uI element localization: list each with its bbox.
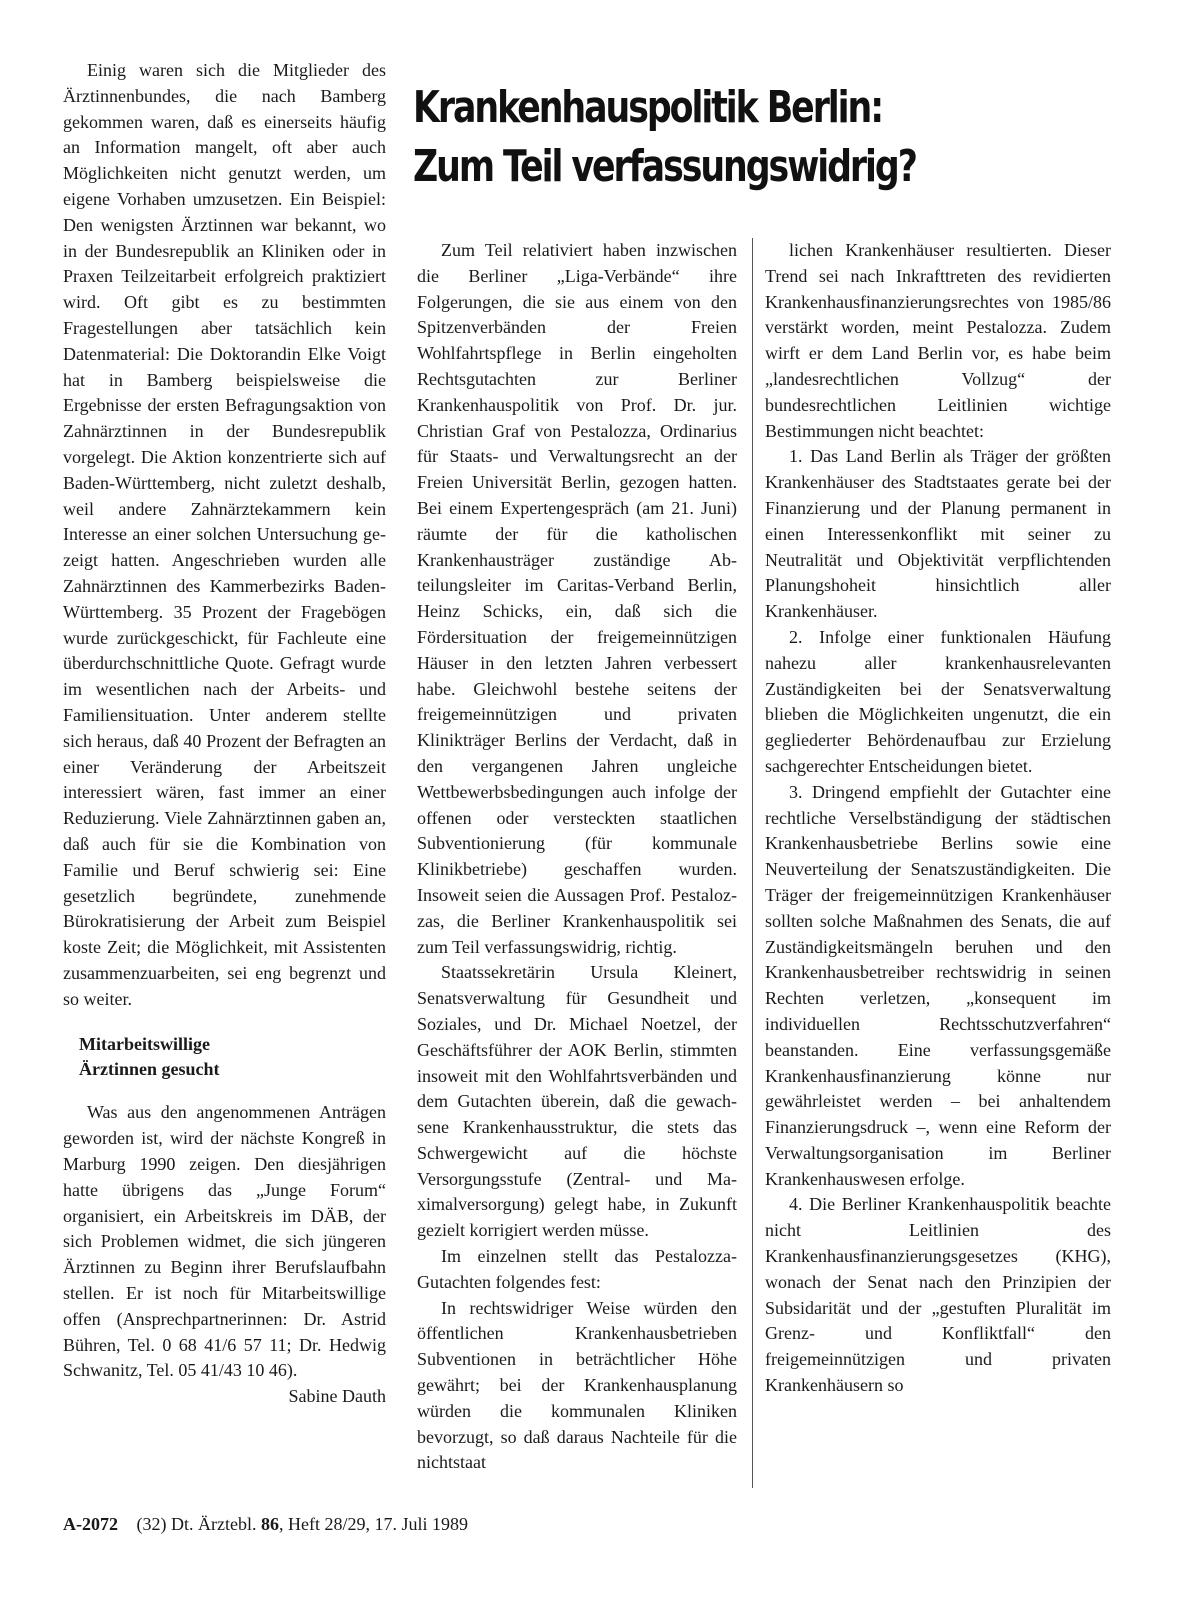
headline-line: Krankenhauspolitik Berlin: xyxy=(413,82,883,133)
column-right xyxy=(765,238,1111,1399)
journal-name: (32) Dt. Ärztebl. xyxy=(136,1514,257,1534)
paragraph: In rechtswidriger Weise würden den öffentlichen Krankenhausbetrieben Subventionen in beträchtlicher Höhe gewährt; bei der Krankenhausplanung würden die kommunalen Kliniken bevorzugt, so daß daraus Nachteile für die nichtstaat xyxy=(417,1297,737,1473)
paragraph: lichen Krankenhäuser resultierten. Dieser Trend sei nach Inkrafttreten des revidierten Krankenhausfinanzierungsrechtes von 1985/86 verstärkt worden, meint Pestalozza. Zudem wirft er dem Land Berlin vor, es habe beim „landesrechtlichen Vollzug“ der bundesrechtlichen Leitlinien wichtige Bestimmungen nicht beachtet: xyxy=(765,240,1111,441)
paragraph: Einig waren sich die Mitglieder des Ärztinnenbundes, die nach Bamberg gekommen waren, daß es einerseits häufig an Information mangelt, oft aber auch Möglichkeiten nicht genutzt werden, um eigene Vorhaben umzusetzen. Ein Beispiel: Den wenigsten Ärztinnen war bekannt, wo in der Bundesrepublik an Kliniken oder in Praxen Teilzeitarbeit erfolgreich praktiziert wird. Oft gibt es zu bestimmten Fragestellungen aber tatsächlich kein Datenmaterial: Die Doktorandin Elke Voigt hat in Bamberg beispielsweise die Ergebnisse der ersten Befragungsaktion von Zahnärztinnen in der Bundesrepublik vorgelegt. Die Aktion konzentrierte sich auf Baden-Württemberg, nicht zuletzt deshalb, weil andere Zahnärztekammern kein Interesse an einer solchen Untersuchung gezeigt hatten. Angeschrieben wurden alle Zahnärztinnen des Kammerbezirks Baden-Württemberg. 35 Prozent der Fragebögen wurde zurückgeschickt, für Fachleute eine überdurchschnittliche Quote. Gefragt wurde im wesentlichen nach der Arbeits- und Familiensituation. Unter anderem stellte sich heraus, daß 40 Prozent der Befragten an einer Veränderung der Arbeitszeit interessiert wären, fast immer an einer Reduzierung. Viele Zahnärztinnen gaben an, daß auch für sie die Kombination von Familie und Beruf schwierig sei: Eine gesetzlich begründete, zunehmende Bürokratisierung der Arbeit zum Beispiel koste Zeit; die Möglichkeit, mit Assistenten zusammenzuarbeiten, sei eng begrenzt und so weiter. xyxy=(63,60,386,1009)
paragraph: Zum Teil relativiert haben inzwischen die Berliner „Liga-Verbände“ ihre Folgerungen, die sie aus einem von den Spitzenverbänden der Freien Wohlfahrtspflege in Berlin eingeholten Rechtsgutachten zur Berliner Krankenhauspolitik von Prof. Dr. jur. Christian Graf von Pestalozza, Ordinarius für Staats- und Verwaltungsrecht an der Freien Universität Berlin, gezogen hatten. Bei einem Expertengespräch (am 21. Juni) räumte der für die katholischen Krankenhausträger zuständige Abteilungsleiter im Caritas-Verband Berlin, Heinz Schicks, ein, daß sich die Fördersituation der freigemeinnützigen Häuser in den letzten Jahren verbessert habe. Gleichwohl bestehe seitens der freigemeinnützigen und privaten Klinikträger Berlins der Verdacht, daß in den vergangenen Jahren ungleiche Wettbewerbsbedingungen auch infolge der offenen oder versteckten staatlichen Subventionierung (für kommunale Klinikbetriebe) geschaffen wurden. Insoweit seien die Aussagen Prof. Pestalozzas, die Berliner Krankenhauspolitik sei zum Teil verfassungswidrig, richtig. xyxy=(417,240,737,957)
paragraph: Im einzelnen stellt das Pestalozza-Gutachten folgendes fest: xyxy=(417,1246,737,1292)
issue-date: , Heft 28/29, 17. Juli 1989 xyxy=(278,1514,468,1534)
author-signature: Sabine Dauth xyxy=(288,1386,386,1407)
article-headline xyxy=(413,78,998,196)
paragraph: 1. Das Land Berlin als Träger der größten Krankenhäuser des Stadtstaates gerate bei der Finanzierung und der Planung permanent in einen Interessenkonflikt mit seiner zu Neutralität und Objektivität verpflichtenden Planungshoheit hinsichtlich aller Krankenhäuser. xyxy=(765,446,1111,622)
column-left xyxy=(63,58,386,1410)
column-middle xyxy=(417,238,737,1476)
paragraph: Was aus den angenommenen Anträgen geworden ist, wird der nächste Kongreß in Marburg 1990 zeigen. Den diesjährigen hatte übrigens das „Junge Forum“ organisiert, ein Arbeitskreis im DÄB, der sich Problemen widmet, die sich jüngeren Ärztinnen zu Beginn ihrer Berufslaufbahn stellen. Er ist noch für Mitarbeitswillige offen (Ansprechpartnerinnen: Dr. Astrid Bühren, Tel. 0 68 41/6 57 11; Dr. Hedwig Schwanitz, Tel. 05 41/43 10 46). xyxy=(63,1102,386,1381)
subheading-line: Mitarbeitswillige xyxy=(79,1034,210,1055)
volume-number: 86 xyxy=(260,1514,279,1534)
column-divider xyxy=(752,238,753,1488)
subheading-line: Ärztinnen gesucht xyxy=(79,1059,220,1080)
paragraph: 2. Infolge einer funktionalen Häufung nahezu aller krankenhausrelevanten Zuständigkeiten bei der Senatsverwaltung blieben die Möglichkeiten ungenutzt, die ein gegliederter Behördenaufbau zur Erzielung sachgerechter Entscheidungen bietet. xyxy=(765,626,1111,776)
page-footer xyxy=(63,1514,468,1535)
subheading xyxy=(79,1032,386,1082)
paragraph: 4. Die Berliner Krankenhauspolitik beachte nicht Leitlinien des Krankenhausfinanzierungsgesetzes (KHG), wonach der Senat nach den Prinzipien der Subsidarität und der „gestuften Pluralität im Grenz- und Konfliktfall“ den freigemeinnützigen und privaten Krankenhäusern so xyxy=(765,1194,1111,1396)
paragraph: 3. Dringend empfiehlt der Gutachter eine rechtliche Verselbständigung der städtischen Krankenhausbetriebe Berlins sowie eine Neuverteilung der Senatszuständigkeiten. Die Träger der freigemeinnützigen Krankenhäuser sollten solche Maßnahmen des Senats, die auf Zuständigkeitsmängeln beruhen und den Krankenhausbetreiber rechtswidrig in seinen Rechten verletzen, „konsequent im individuellen Rechtsschutzverfahren“ beanstanden. Eine verfassungsgemäße Krankenhausfinanzierung könne nur gewährleistet werden – bei anhaltendem Finanzierungsdruck –, wenn eine Reform der Verwaltungsorganisation im Berliner Krankenhauswesen erfolge. xyxy=(765,781,1111,1189)
headline-line: Zum Teil verfassungswidrig? xyxy=(413,141,916,192)
paragraph: Staatssekretärin Ursula Kleinert, Senatsverwaltung für Gesundheit und Soziales, und Dr. Michael Noetzel, der Geschäftsführer der AOK Berlin, stimmten insoweit mit den Wohlfahrtsverbänden und dem Gutachten überein, daß die gewachsene Krankenhausstruktur, die stets das Schwergewicht auf die höchste Versorgungsstufe (Zentral- und Maximalversorgung) gelegt habe, in Zukunft gezielt korrigiert werden müsse. xyxy=(417,962,737,1241)
page-number: A-2072 xyxy=(63,1514,118,1534)
